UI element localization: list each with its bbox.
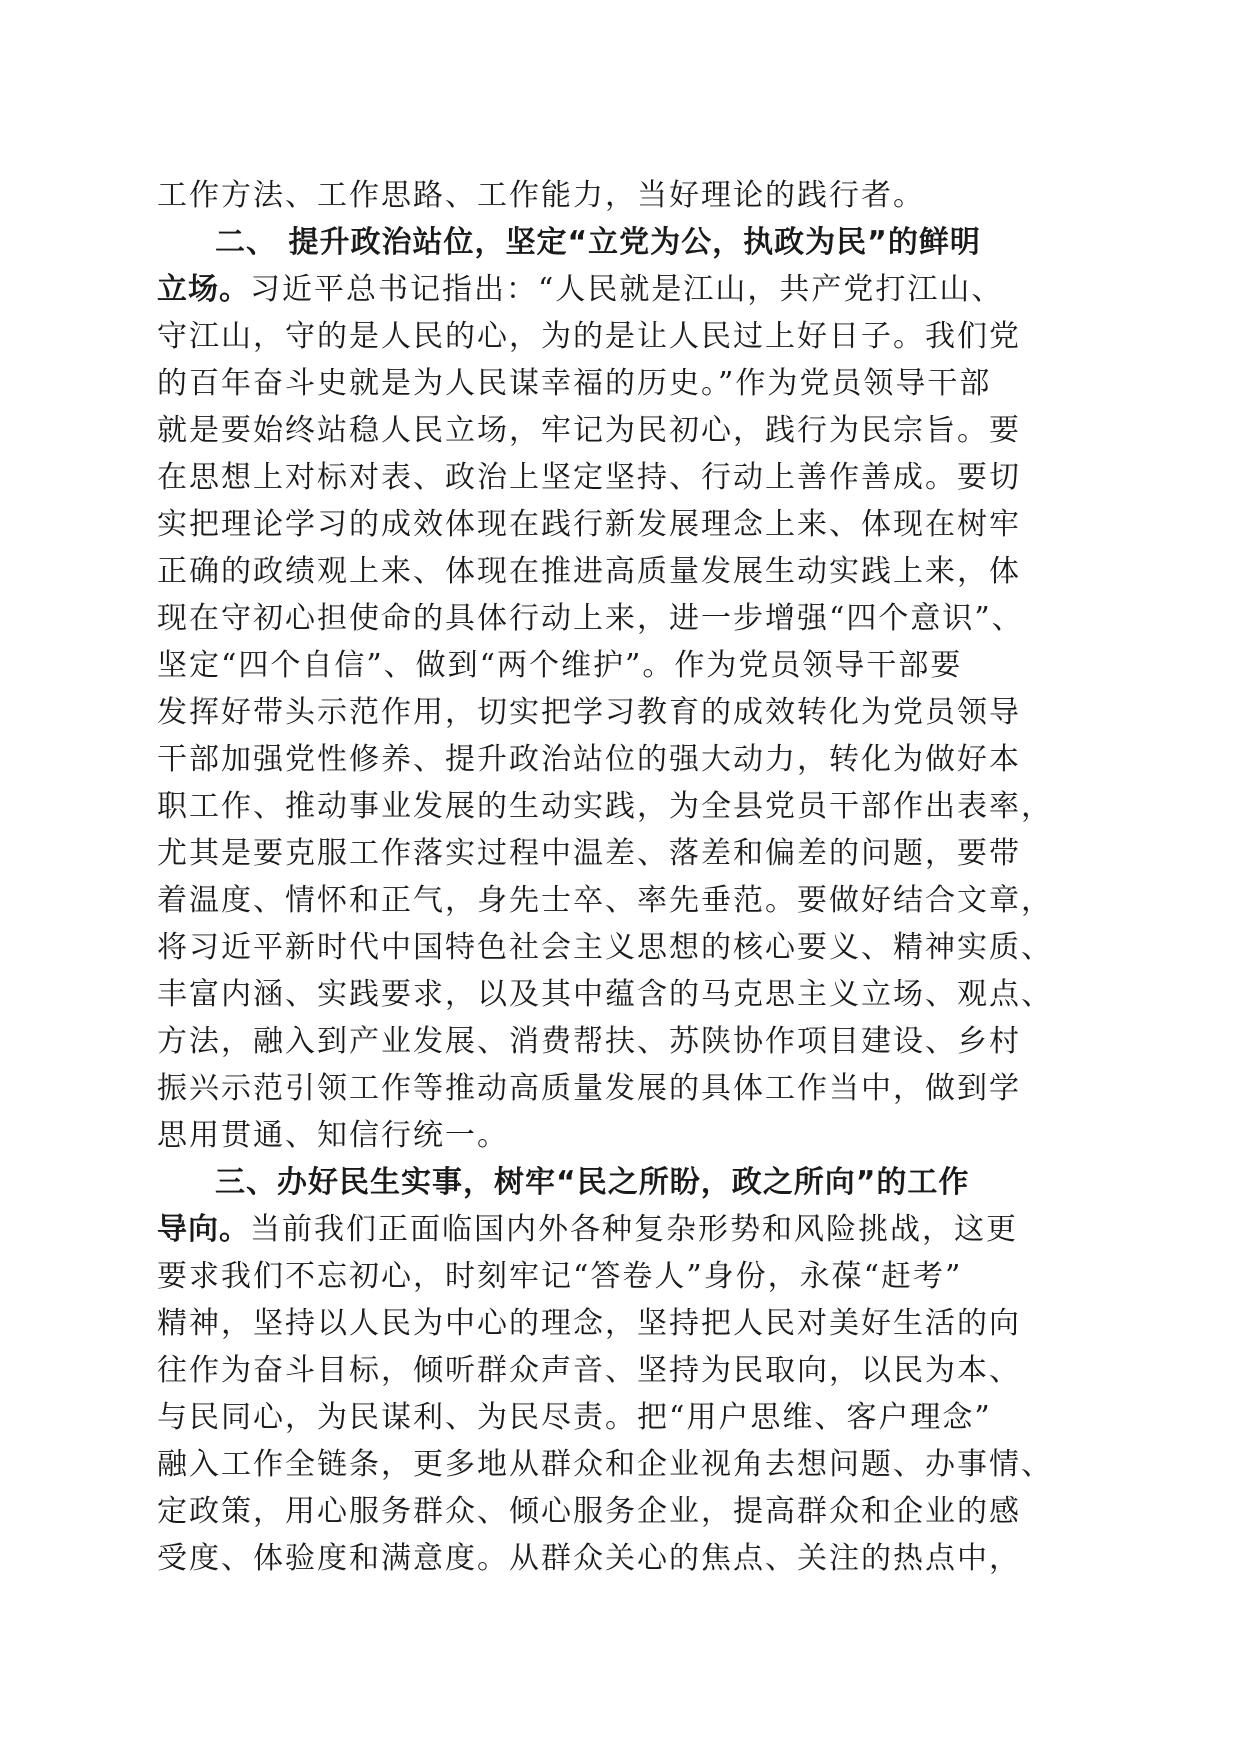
paragraph-line: 着温度、情怀和正气，身先士卒、率先垂范。要做好结合文章，	[157, 883, 1053, 918]
paragraph-line: 坚定“四个自信”、做到“两个维护”。作为党员领导干部要	[157, 648, 963, 683]
paragraph-line: 精神，坚持以人民为中心的理念，坚持把人民对美好生活的向	[157, 1306, 1021, 1341]
paragraph-line: 方法，融入到产业发展、消费帮扶、苏陕协作项目建设、乡村	[157, 1024, 1021, 1059]
paragraph-line: 守江山，守的是人民的心，为的是让人民过上好日子。我们党	[157, 319, 1021, 354]
paragraph-line: 定政策，用心服务群众、倾心服务企业，提高群众和企业的感	[157, 1494, 1021, 1529]
section-heading-2	[215, 218, 981, 268]
paragraph-line: 融入工作全链条，更多地从群众和企业视角去想问题、办事情、	[157, 1447, 1053, 1482]
heading-text: 三、办好民生实事，树牢“民之所盼，政之所向”的工作	[215, 1165, 970, 1200]
paragraph-line: 正确的政绩观上来、体现在推进高质量发展生动实践上来，体	[157, 554, 1021, 589]
paragraph-line: 工作方法、工作思路、工作能力，当好理论的践行者。	[157, 178, 925, 213]
paragraph-line: 往作为奋斗目标，倾听群众声音、坚持为民取向，以民为本、	[157, 1353, 1021, 1388]
heading-text: 导向。	[157, 1212, 250, 1247]
heading-text: 立场。	[157, 272, 250, 307]
paragraph-line: 的百年奋斗史就是为人民谋幸福的历史。”作为党员领导干部	[157, 366, 992, 401]
paragraph-line: 导向。当前我们正面临国内外各种复杂形势和风险挑战，这更	[157, 1212, 1018, 1247]
paragraph-line: 实把理论学习的成效体现在践行新发展理念上来、体现在树牢	[157, 507, 1021, 542]
paragraph-line: 现在守初心担使命的具体行动上来，进一步增强“四个意识”、	[157, 601, 1024, 636]
paragraph-line: 与民同心，为民谋利、为民尽责。把“用户思维、客户理念”	[157, 1400, 992, 1435]
paragraph-line: 受度、体验度和满意度。从群众关心的焦点、关注的热点中，	[157, 1541, 1021, 1576]
paragraph-line: 在思想上对标对表、政治上坚定坚持、行动上善作善成。要切	[157, 460, 1021, 495]
section-heading-3	[215, 1158, 969, 1208]
paragraph-line: 发挥好带头示范作用，切实把学习教育的成效转化为党员领导	[157, 695, 1021, 730]
paragraph-line: 将习近平新时代中国特色社会主义思想的核心要义、精神实质、	[157, 930, 1053, 965]
paragraph-line: 思用贯通、知信行统一。	[157, 1118, 509, 1153]
paragraph-line: 职工作、推动事业发展的生动实践，为全县党员干部作出表率，	[157, 789, 1053, 824]
paragraph-line: 振兴示范引领工作等推动高质量发展的具体工作当中，做到学	[157, 1071, 1021, 1106]
paragraph-line: 尤其是要克服工作落实过程中温差、落差和偏差的问题，要带	[157, 836, 1021, 871]
paragraph-line: 立场。习近平总书记指出：“人民就是江山，共产党打江山、	[157, 272, 1004, 307]
paragraph-line: 丰富内涵、实践要求，以及其中蕴含的马克思主义立场、观点、	[157, 977, 1053, 1012]
heading-text: 二、 提升政治站位，坚定“立党为公，执政为民”的鲜明	[215, 225, 981, 260]
paragraph-line: 干部加强党性修养、提升政治站位的强大动力，转化为做好本	[157, 742, 1021, 777]
paragraph-line: 要求我们不忘初心，时刻牢记“答卷人”身份，永葆“赶考”	[157, 1259, 963, 1294]
paragraph-line: 就是要始终站稳人民立场，牢记为民初心，践行为民宗旨。要	[157, 413, 1021, 448]
